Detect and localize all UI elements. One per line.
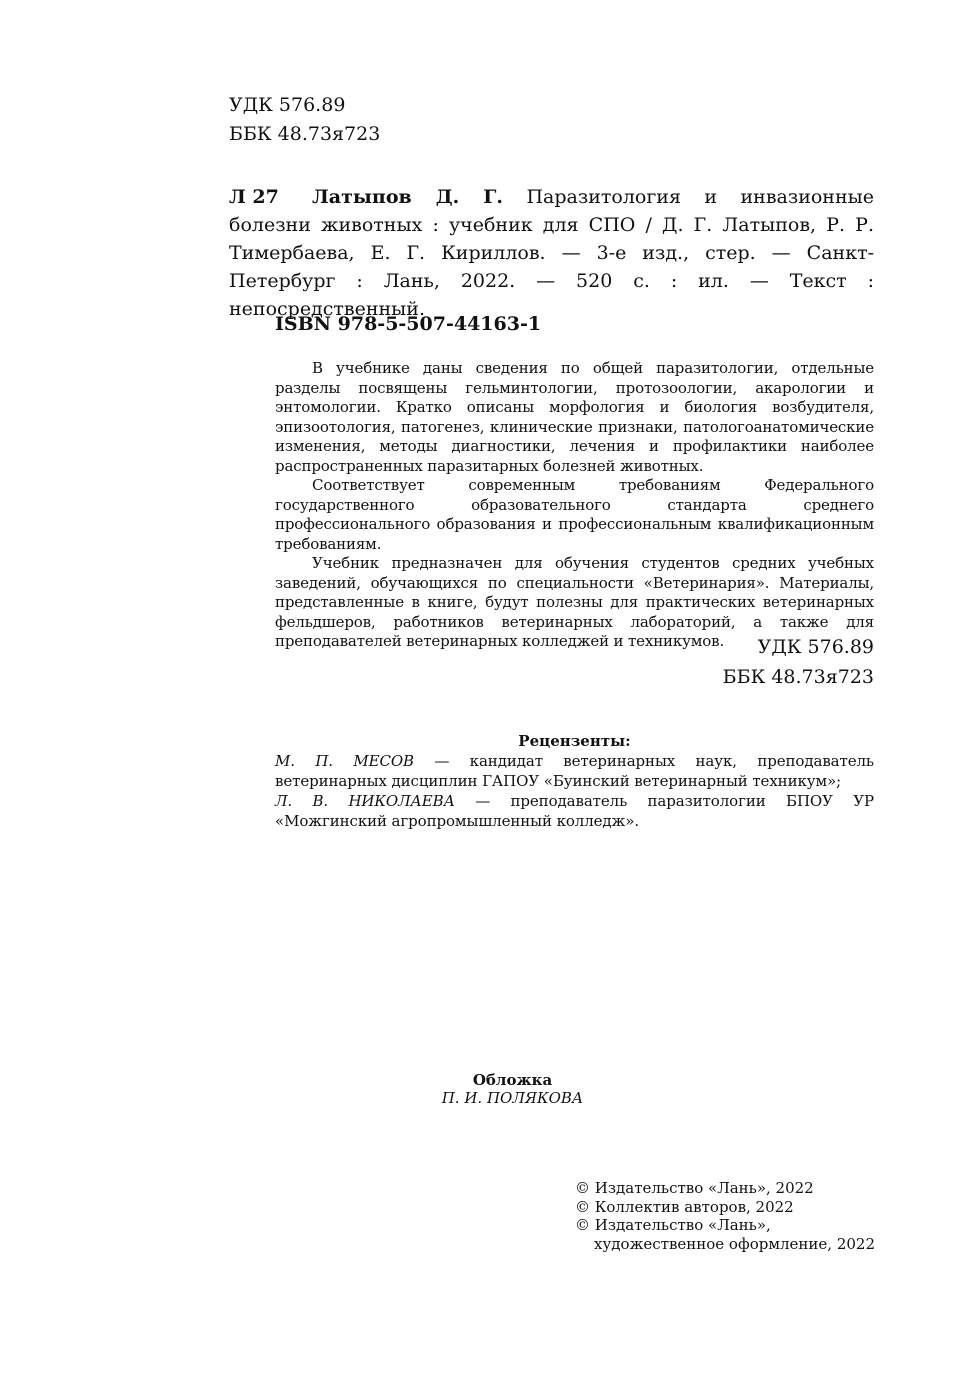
- udk-code: УДК 576.89: [757, 636, 874, 658]
- annotation-paragraph: В учебнике даны сведения по общей паразитологии, отдельные разделы посвящены гельминтологии, протозоологии, акарологии и энтомологии. Кратко описаны морфология и биология возбудителя, эпизоотология, патогенез, клинические признаки, патологоанатомические изменения, методы диагностики, лечения и профилактики наиболее распространенных паразитарных болезней животных.: [275, 359, 874, 475]
- reviewer-entry: [275, 791, 874, 831]
- catalog-entry: [229, 183, 874, 323]
- cover-heading: Обложка: [472, 1071, 553, 1089]
- reviewer-name: Л. В. НИКОЛАЕВА: [275, 792, 455, 810]
- bbk-code: ББК 48.73я723: [722, 666, 874, 688]
- copyright-block: [575, 1179, 875, 1253]
- bbk-code: ББК 48.73я723: [229, 123, 381, 145]
- cover-credit: [375, 1071, 650, 1107]
- reviewer-entry: [275, 751, 874, 791]
- reviewers-block: [275, 731, 874, 831]
- annotation-paragraph: Соответствует современным требованиям Федерального государственного образовательного стандарта среднего профессионального образования и профессиональным квалификационным требованиям.: [275, 476, 874, 553]
- author-mark: Л 27: [229, 186, 279, 208]
- copyright-line: © Издательство «Лань», 2022: [575, 1179, 814, 1197]
- reviewer-name: М. П. МЕСОВ: [275, 752, 414, 770]
- isbn: ISBN 978-5-507-44163-1: [275, 313, 542, 335]
- copyright-line: © Издательство «Лань»,: [575, 1216, 771, 1234]
- classification-top: [229, 91, 380, 149]
- annotation: [275, 359, 874, 652]
- reviewers-heading: Рецензенты:: [518, 732, 631, 750]
- reviewer-credentials: — преподаватель паразитологии БПОУ УР «Можгинский агропромышленный колледж».: [275, 792, 874, 830]
- copyright-line: © Коллектив авторов, 2022: [575, 1197, 794, 1216]
- entry-description: Паразитология и инвазионные болезни животных : учебник для СПО / Д. Г. Латыпов, Р. Р. Тимербаева, Е. Г. Кириллов. — 3-е изд., стер. — Санкт-Петербург : Лань, 2022. — 520 с. : ил. — Текст : непосредственный.: [229, 186, 874, 320]
- entry-author: Латыпов Д. Г.: [312, 186, 503, 208]
- copyright-line: художественное оформление, 2022: [594, 1234, 875, 1253]
- cover-artist: П. И. ПОЛЯКОВА: [441, 1089, 584, 1107]
- classification-bottom: [723, 632, 874, 692]
- bibliographic-description: [229, 183, 874, 323]
- reviewer-credentials: — кандидат ветеринарных наук, преподаватель ветеринарных дисциплин ГАПОУ «Буинский ветеринарный техникум»;: [275, 752, 874, 790]
- annotation-paragraph: Учебник предназначен для обучения студентов средних учебных заведений, обучающихся по специальности «Ветеринария». Материалы, представленные в книге, будут полезны для практических ветеринарных фельдшеров, работников ветеринарных лабораторий, а также для преподавателей ветеринарных колледжей и техникумов.: [275, 554, 874, 650]
- udk-code: УДК 576.89: [229, 94, 346, 116]
